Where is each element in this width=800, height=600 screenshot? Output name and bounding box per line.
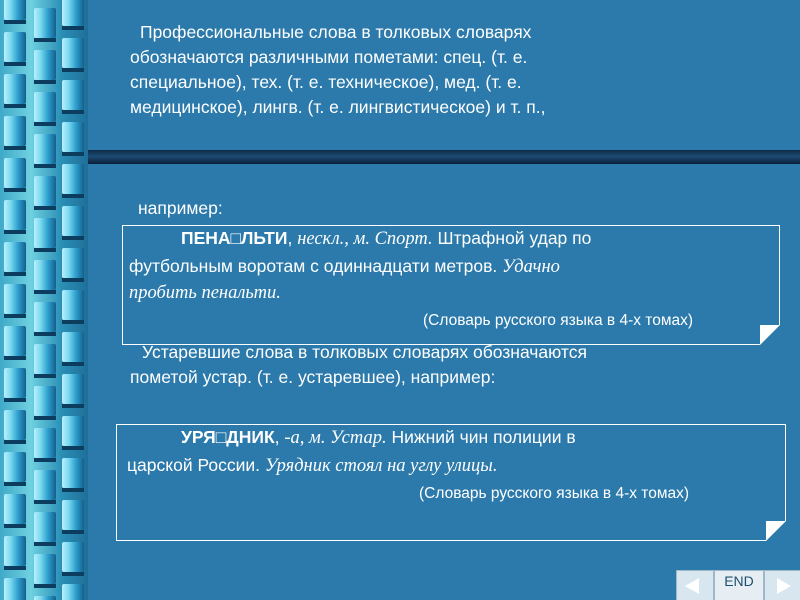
decorative-bar-segment [4,116,26,146]
dictionary-entry-card [122,225,780,345]
decorative-bar-segment [4,410,26,440]
entry-separator: , [274,427,285,447]
decorative-bar-column [4,0,26,600]
decorative-bar-segment [34,260,56,290]
entry-source: (Словарь русского языка в 4-х томах) [423,312,694,329]
entry-headword: УРЯ□ДНИК [181,427,275,447]
entry-source: (Словарь русского языка в 4-х томах) [419,485,690,502]
decorative-bar-column [62,0,84,600]
decorative-bar-segment [62,38,84,68]
decorative-bar-segment [62,206,84,236]
decorative-bar-segment [34,428,56,458]
entry-line [181,228,591,250]
decorative-bar-segment [62,332,84,362]
decorative-bar-segment [4,32,26,62]
entry-example: Удачно [502,257,560,277]
intro-paragraph [130,20,545,120]
decorative-bar-segment [62,164,84,194]
decorative-bar-segment [4,200,26,230]
decorative-bar-segment [62,80,84,110]
decorative-bar-segment [62,584,84,600]
decorative-bar-segment [4,452,26,482]
decorative-bar-segment [4,536,26,566]
decorative-bar-segment [62,374,84,404]
intro-line: Профессиональные слова в толковых словарях [140,22,532,42]
card-corner-fold [760,325,780,345]
entry-line [129,256,560,278]
obsolete-line: пометой устар. (т. е. устаревшее), например: [130,367,496,387]
intro-line: медицинское), лингв. (т. е. лингвистическое) и т. п., [130,97,546,117]
decorative-bar-segment [34,470,56,500]
decorative-bar-segment [34,134,56,164]
next-slide-button[interactable] [764,570,800,600]
end-button[interactable] [714,570,764,600]
intro-line: специальное), тех. (т. е. техническое), мед. (т. е. [130,72,522,92]
decorative-bar-segment [34,50,56,80]
decorative-bar-segment [34,218,56,248]
obsolete-paragraph [130,340,587,390]
decorative-bar-segment [34,92,56,122]
decorative-bar-segment [62,542,84,572]
obsolete-line: Устаревшие слова в толковых словарях обозначаются [142,342,587,362]
decorative-bar-segment [62,416,84,446]
entry-definition: царской России. [127,455,265,475]
separator-bar [88,150,800,164]
decorative-bar-segment [4,284,26,314]
entry-example: Урядник стоял на углу улицы. [264,456,498,476]
entry-separator: , [287,228,298,248]
decorative-bar-segment [34,512,56,542]
entry-grammar: -а, м. Устар. [284,428,387,448]
card-corner-fold [766,521,786,541]
decorative-bar-segment [34,302,56,332]
entry-line [129,282,281,304]
example-label: например: [138,198,223,218]
decorative-bar-column [34,0,56,600]
decorative-side-band [0,0,88,600]
decorative-bar-segment [62,458,84,488]
decorative-bar-segment [34,386,56,416]
decorative-bar-segment [34,554,56,584]
intro-line: обозначаются различными пометами: спец. (т. е. [130,47,528,67]
decorative-bar-segment [62,500,84,530]
decorative-bar-segment [4,578,26,600]
decorative-bar-segment [34,176,56,206]
entry-definition: Нижний чин полиции в [386,427,576,447]
entry-grammar: нескл., м. Спорт. [297,229,433,249]
decorative-bar-segment [4,494,26,524]
entry-definition: Штрафной удар по [432,228,592,248]
decorative-bar-segment [34,8,56,38]
decorative-bar-segment [62,248,84,278]
decorative-bar-segment [4,0,26,20]
arrow-right-icon [777,578,791,594]
entry-example: пробить пенальти. [129,283,281,303]
decorative-bar-segment [62,290,84,320]
decorative-bar-segment [4,74,26,104]
decorative-bar-segment [4,158,26,188]
arrow-left-icon [685,578,699,594]
decorative-bar-segment [34,596,56,600]
decorative-bar-segment [62,0,84,26]
entry-line [127,455,497,477]
dictionary-entry-card [116,424,786,541]
decorative-bar-segment [34,344,56,374]
decorative-bar-segment [62,122,84,152]
entry-line [181,427,576,449]
entry-headword: ПЕНА□ЛЬТИ [181,228,288,248]
entry-definition: футбольным воротам с одиннадцати метров. [129,256,503,276]
decorative-bar-segment [4,326,26,356]
previous-slide-button[interactable] [676,570,714,600]
decorative-bar-segment [4,242,26,272]
end-label: END [724,573,754,589]
decorative-bar-segment [4,368,26,398]
